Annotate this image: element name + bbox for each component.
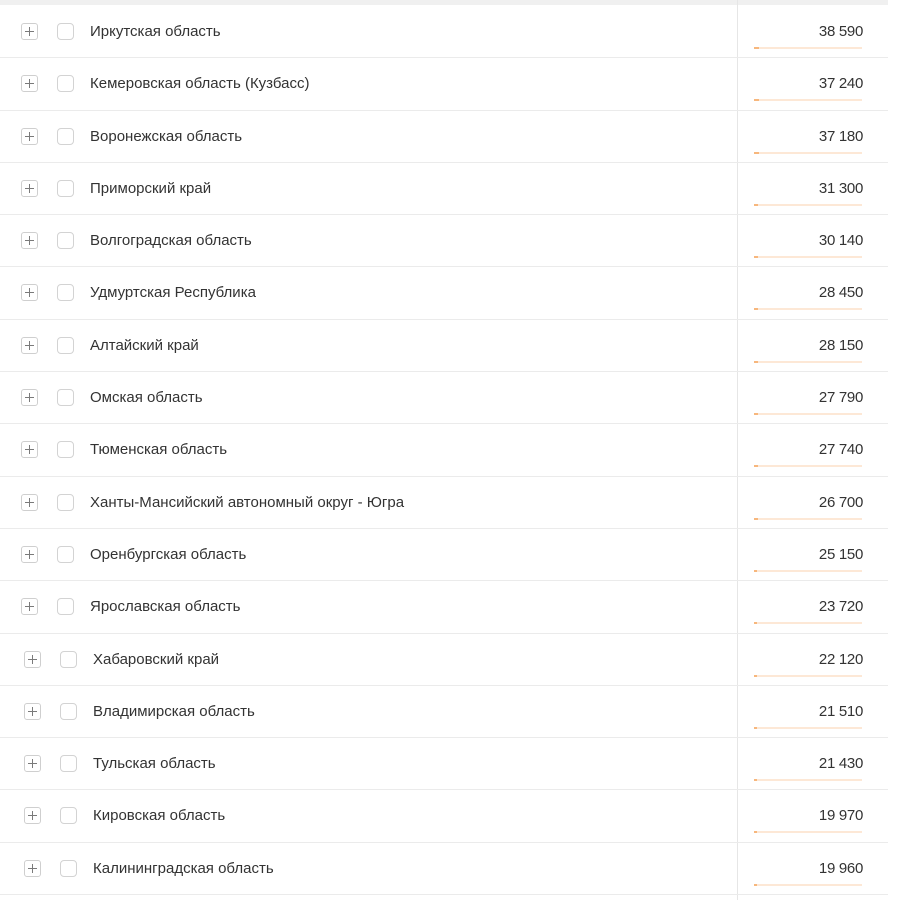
value-share-bar (754, 256, 862, 258)
table-row[interactable] (0, 163, 888, 215)
row-checkbox[interactable] (57, 337, 74, 354)
table-row[interactable] (0, 686, 888, 738)
region-value: 28 450 (818, 284, 863, 302)
region-name: Приморский край (90, 179, 212, 197)
row-checkbox[interactable] (57, 598, 74, 615)
expand-plus-icon[interactable] (21, 232, 38, 249)
expand-plus-icon[interactable] (21, 128, 38, 145)
row-checkbox[interactable] (60, 755, 77, 772)
table-row[interactable] (0, 6, 888, 58)
table-row[interactable] (0, 372, 888, 424)
value-share-fill (754, 152, 759, 154)
expand-plus-icon[interactable] (24, 755, 41, 772)
region-name: Омская область (90, 389, 203, 407)
value-share-fill (754, 727, 757, 729)
row-checkbox[interactable] (57, 389, 74, 406)
region-name: Хабаровский край (93, 650, 220, 668)
value-share-fill (754, 204, 758, 206)
value-share-fill (754, 47, 759, 49)
value-share-bar (754, 727, 862, 729)
row-checkbox[interactable] (57, 546, 74, 563)
row-checkbox[interactable] (57, 23, 74, 40)
region-name: Калининградская область (93, 859, 274, 877)
table-row[interactable] (0, 477, 888, 529)
expand-plus-icon[interactable] (24, 651, 41, 668)
expand-plus-icon[interactable] (21, 598, 38, 615)
table-row[interactable] (0, 215, 888, 267)
value-share-bar (754, 204, 862, 206)
row-checkbox[interactable] (57, 180, 74, 197)
value-share-bar (754, 518, 862, 520)
table-row[interactable] (0, 634, 888, 686)
region-name: Волгоградская область (90, 232, 252, 250)
row-checkbox[interactable] (57, 128, 74, 145)
value-share-fill (754, 413, 758, 415)
table-top-border (0, 0, 888, 5)
row-checkbox[interactable] (60, 807, 77, 824)
expand-plus-icon[interactable] (21, 180, 38, 197)
value-share-bar (754, 152, 862, 154)
table-row[interactable] (0, 581, 888, 633)
value-share-fill (754, 256, 758, 258)
expand-plus-icon[interactable] (21, 546, 38, 563)
region-name: Ханты-Мансийский автономный округ - Югра (90, 493, 405, 511)
region-value: 19 970 (818, 807, 863, 825)
value-share-bar (754, 465, 862, 467)
region-value: 23 720 (818, 598, 863, 616)
table-row[interactable] (0, 424, 888, 476)
region-name: Алтайский край (90, 336, 199, 354)
value-share-bar (754, 884, 862, 886)
value-share-fill (754, 361, 758, 363)
row-checkbox[interactable] (57, 75, 74, 92)
value-share-bar (754, 675, 862, 677)
row-checkbox[interactable] (57, 284, 74, 301)
value-share-bar (754, 361, 862, 363)
table-row[interactable] (0, 320, 888, 372)
table-row[interactable] (0, 529, 888, 581)
value-share-bar (754, 47, 862, 49)
region-name: Воронежская область (90, 127, 243, 145)
region-value: 22 120 (818, 650, 863, 668)
row-checkbox[interactable] (57, 494, 74, 511)
expand-plus-icon[interactable] (24, 860, 41, 877)
region-value: 37 240 (818, 75, 863, 93)
value-share-fill (754, 308, 758, 310)
region-name: Владимирская область (93, 702, 255, 720)
value-share-bar (754, 570, 862, 572)
expand-plus-icon[interactable] (21, 23, 38, 40)
value-share-fill (754, 884, 757, 886)
table-row[interactable] (0, 267, 888, 319)
expand-plus-icon[interactable] (21, 494, 38, 511)
value-share-fill (754, 779, 757, 781)
region-value: 25 150 (818, 545, 863, 563)
table-row[interactable] (0, 58, 888, 110)
region-value: 19 960 (818, 859, 863, 877)
region-name: Ярославская область (90, 598, 241, 616)
region-value: 30 140 (818, 232, 863, 250)
value-share-fill (754, 831, 757, 833)
value-share-fill (754, 622, 757, 624)
expand-plus-icon[interactable] (21, 75, 38, 92)
region-name: Иркутская область (90, 23, 221, 40)
row-checkbox[interactable] (57, 232, 74, 249)
row-checkbox[interactable] (60, 860, 77, 877)
expand-plus-icon[interactable] (21, 441, 38, 458)
table-row[interactable] (0, 843, 888, 895)
value-share-bar (754, 779, 862, 781)
table-rows (0, 6, 888, 895)
value-share-fill (754, 99, 759, 101)
value-share-bar (754, 622, 862, 624)
value-share-fill (754, 570, 757, 572)
region-value: 37 180 (818, 127, 863, 145)
expand-plus-icon[interactable] (24, 807, 41, 824)
value-share-fill (754, 675, 757, 677)
value-share-bar (754, 99, 862, 101)
expand-plus-icon[interactable] (24, 703, 41, 720)
value-share-fill (754, 465, 758, 467)
value-share-fill (754, 518, 758, 520)
row-checkbox[interactable] (60, 651, 77, 668)
expand-plus-icon[interactable] (21, 284, 38, 301)
region-name: Оренбургская область (90, 545, 247, 563)
value-share-bar (754, 831, 862, 833)
region-value: 27 740 (818, 441, 863, 459)
region-name: Тюменская область (90, 441, 228, 459)
region-name: Кемеровская область (Кузбасс) (90, 75, 310, 93)
row-checkbox[interactable] (57, 441, 74, 458)
value-share-bar (754, 308, 862, 310)
region-value: 21 510 (818, 702, 863, 720)
region-value: 21 430 (818, 755, 863, 773)
table-row[interactable] (0, 111, 888, 163)
row-checkbox[interactable] (60, 703, 77, 720)
region-name: Кировская область (93, 807, 226, 825)
region-value: 28 150 (818, 336, 863, 354)
table-row[interactable] (0, 790, 888, 842)
region-name: Тульская область (93, 755, 216, 773)
region-value: 27 790 (818, 389, 863, 407)
region-value: 38 590 (818, 23, 863, 40)
region-name: Удмуртская Республика (90, 284, 256, 302)
region-value: 26 700 (818, 493, 863, 511)
expand-plus-icon[interactable] (21, 337, 38, 354)
table-row[interactable] (0, 738, 888, 790)
value-share-bar (754, 413, 862, 415)
expand-plus-icon[interactable] (21, 389, 38, 406)
region-value: 31 300 (818, 179, 863, 197)
